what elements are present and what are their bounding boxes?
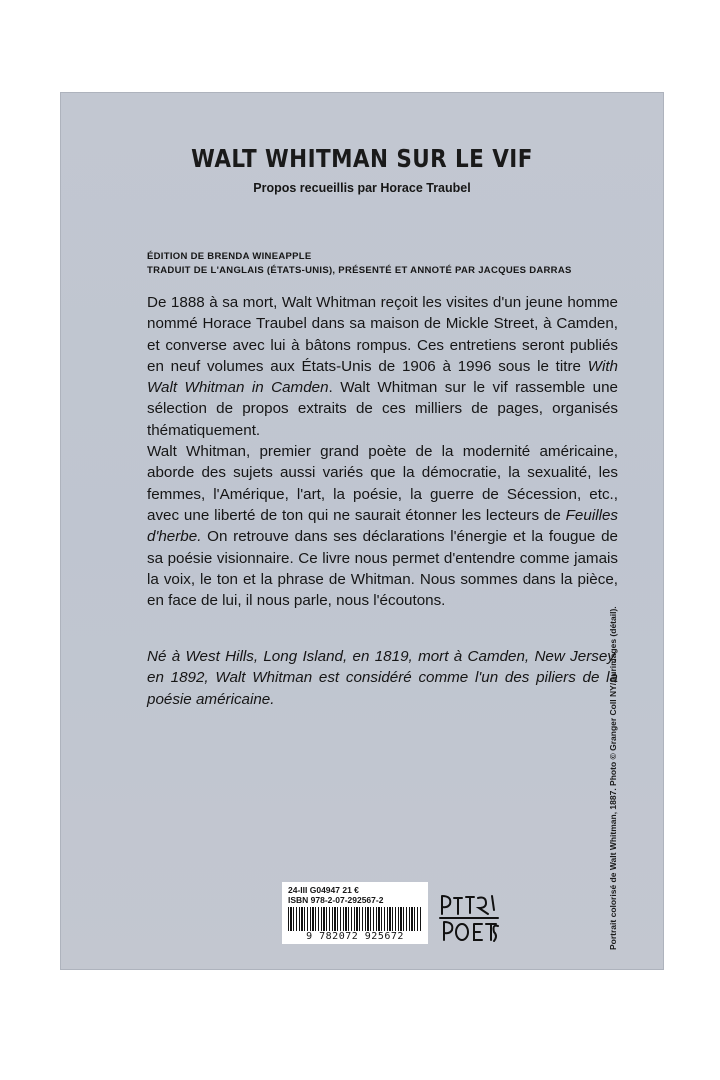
author-bio: Né à West Hills, Long Island, en 1819, mort à Camden, New Jersey, en 1892, Walt Whitman est considéré comme l'un des piliers de la poésie américaine. xyxy=(147,648,618,708)
blurb-p2-italic: Feuilles d'herbe. xyxy=(147,506,618,546)
photo-credit-text: Portrait colorisé de Walt Whitman, 1887. Photo © Granger Coll NY/Aurimages (détail). xyxy=(608,606,618,950)
translation-credit: TRADUIT DE L'ANGLAIS (ÉTATS-UNIS), PRÉSENTÉ ET ANNOTÉ PAR JACQUES DARRAS xyxy=(147,265,572,276)
blurb-p1-italic: With Walt Whitman in Camden xyxy=(147,357,618,397)
blurb-p2-text-b: On retrouve dans ses déclarations l'énergie et la fougue de sa poésie visionnaire. Ce livre nous permet d'entendre comme jamais la voix, le ton et la phrase de Whitman. Nous sommes dans la pièce, en face de lui, il nous parle, nous l'écoutons. xyxy=(147,528,618,610)
credits-block xyxy=(147,250,617,278)
blurb-p1-text-b: . Walt Whitman sur le vif rassemble une sélection de propos extraits de ces milliers de pages, organisés thématiquement. xyxy=(147,379,619,439)
book-subtitle: Propos recueillis par Horace Traubel xyxy=(253,181,471,195)
blurb-p2-text-a: Walt Whitman, premier grand poète de la modernité américaine, aborde des sujets aussi variés que la démocratie, la sexualité, les femmes, l'Amérique, l'art, la poésie, la guerre de Sécession, etc., avec une liberté de ton qui ne saurait étonner les lecteurs de xyxy=(147,443,618,524)
blurb-paragraph-1 xyxy=(147,292,618,441)
isbn-text: ISBN 978-2-07-292567-2 xyxy=(288,895,384,905)
barcode-digits: 9 782072 925672 xyxy=(282,931,428,942)
blurb-p1-text-a: De 1888 à sa mort, Walt Whitman reçoit les visites d'un jeune homme nommé Horace Traubel dans sa maison de Mickle Street, à Camden, et converse avec lui à bâtons rompus. Ces entretiens seront publiés en neuf volumes aux États-Unis de 1906 à 1996 sous le titre xyxy=(147,294,618,375)
book-title: WALT WHITMAN SUR LE VIF xyxy=(191,144,533,173)
blurb-paragraph-2 xyxy=(147,441,618,611)
barcode-bars xyxy=(288,907,422,932)
book-back-cover xyxy=(60,92,664,970)
blurb xyxy=(147,292,618,611)
price-code: 24-III G04947 21 € xyxy=(288,885,359,895)
photo-credit xyxy=(606,590,620,950)
publisher-logo xyxy=(436,888,502,946)
barcode-label xyxy=(282,882,428,944)
edition-credit: ÉDITION DE BRENDA WINEAPPLE xyxy=(147,251,312,262)
